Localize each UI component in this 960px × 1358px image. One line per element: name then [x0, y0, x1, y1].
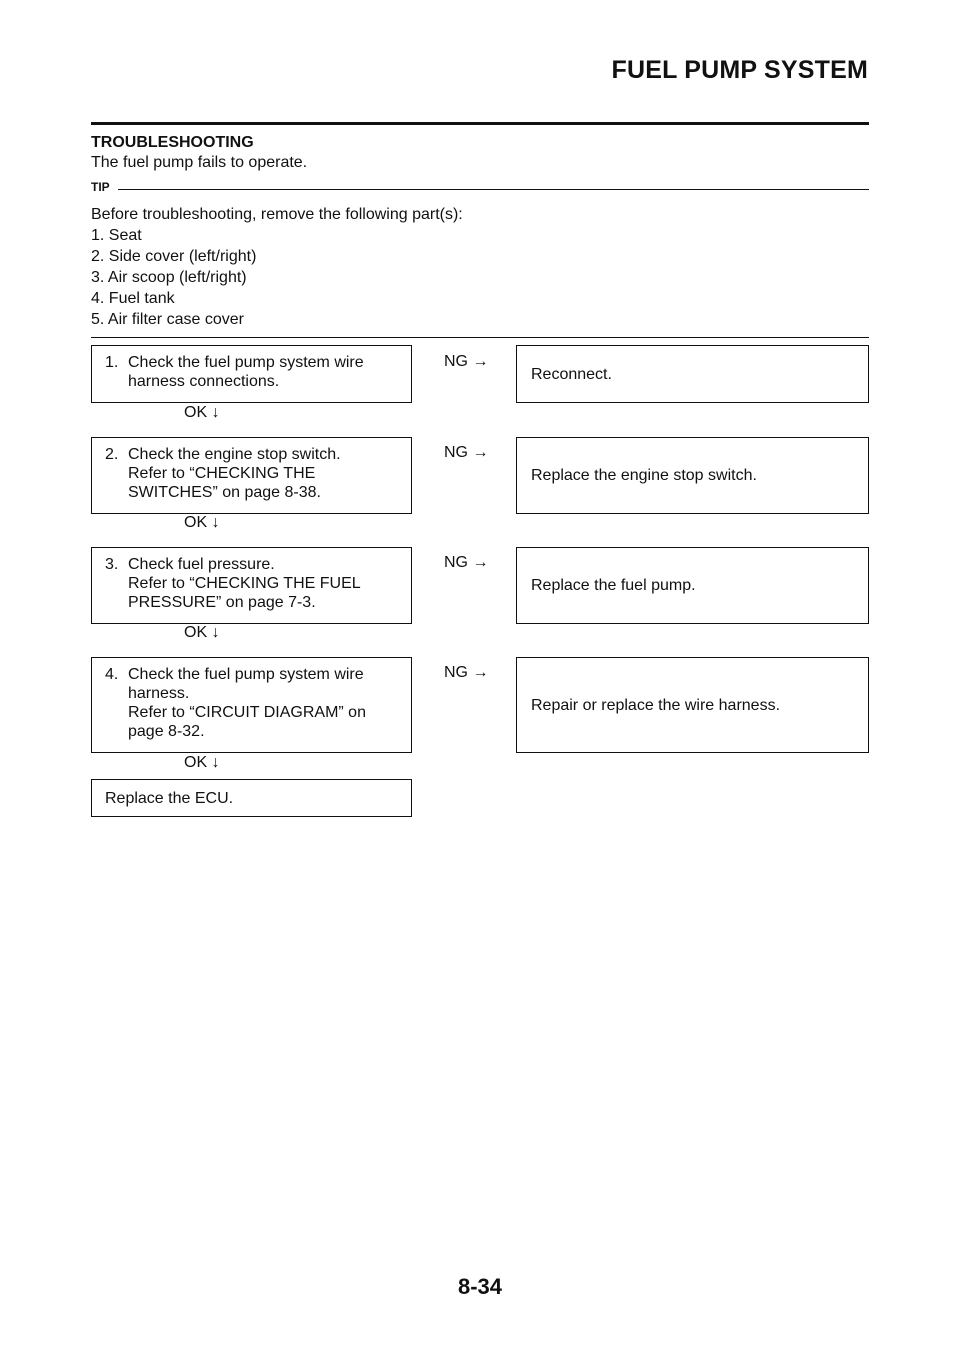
result-box-1	[516, 345, 869, 403]
tip-end-rule	[91, 337, 869, 338]
step-box-2	[91, 437, 412, 514]
step-text: page 8-32.	[128, 723, 205, 740]
final-step-text: Replace the ECU.	[105, 789, 234, 807]
tip-item: 2. Side cover (left/right)	[91, 248, 257, 265]
step-box-3	[91, 547, 412, 624]
tip-divider	[118, 189, 869, 190]
step-text: Refer to “CHECKING THE FUEL	[128, 575, 361, 592]
tip-body	[91, 204, 463, 330]
step-number: 2.	[105, 446, 119, 463]
step-number: 3.	[105, 556, 119, 573]
ok-label: OK ↓	[184, 754, 220, 771]
step-text: Check the engine stop switch.	[128, 446, 341, 463]
ng-label: NG →	[444, 554, 489, 571]
result-text: Repair or replace the wire harness.	[531, 696, 781, 714]
page-number: 8-34	[457, 1274, 503, 1299]
ok-label: OK ↓	[184, 404, 220, 421]
result-box-2	[516, 437, 869, 514]
step-text: SWITCHES” on page 8-38.	[128, 484, 321, 501]
tip-item: 4. Fuel tank	[91, 290, 175, 307]
header-rule	[91, 122, 869, 125]
result-text: Reconnect.	[531, 365, 612, 383]
step-text: Refer to “CHECKING THE	[128, 465, 316, 482]
tip-label: TIP	[91, 180, 110, 194]
ok-label: OK ↓	[184, 624, 220, 641]
ng-label: NG →	[444, 444, 489, 461]
page-title: FUEL PUMP SYSTEM	[611, 56, 868, 84]
ok-label: OK ↓	[184, 514, 220, 531]
tip-item: 5. Air filter case cover	[91, 311, 244, 328]
tip-item: 3. Air scoop (left/right)	[91, 269, 247, 286]
final-step-box	[91, 779, 412, 817]
result-text: Replace the fuel pump.	[531, 577, 696, 594]
tip-list	[91, 225, 463, 330]
ng-label: NG →	[444, 353, 489, 370]
step-box-4	[91, 657, 412, 753]
step-text: Check the fuel pump system wire	[128, 666, 364, 683]
tip-item: 1. Seat	[91, 227, 142, 244]
step-text: Refer to “CIRCUIT DIAGRAM” on	[128, 704, 366, 721]
step-text: harness connections.	[128, 373, 280, 390]
step-box-1	[91, 345, 412, 403]
step-number: 1.	[105, 354, 119, 371]
result-box-3	[516, 547, 869, 624]
section-heading: TROUBLESHOOTING	[91, 134, 254, 151]
result-text: Replace the engine stop switch.	[531, 467, 757, 484]
step-text: harness.	[128, 685, 190, 702]
step-text: Check the fuel pump system wire	[128, 354, 364, 371]
result-box-4	[516, 657, 869, 753]
step-text: Check fuel pressure.	[128, 556, 275, 573]
step-text: PRESSURE” on page 7-3.	[128, 594, 316, 611]
symptom-text: The fuel pump fails to operate.	[91, 154, 308, 171]
ng-label: NG →	[444, 664, 489, 681]
tip-intro: Before troubleshooting, remove the following part(s):	[91, 206, 463, 223]
tip-header	[91, 180, 869, 194]
step-number: 4.	[105, 666, 119, 683]
